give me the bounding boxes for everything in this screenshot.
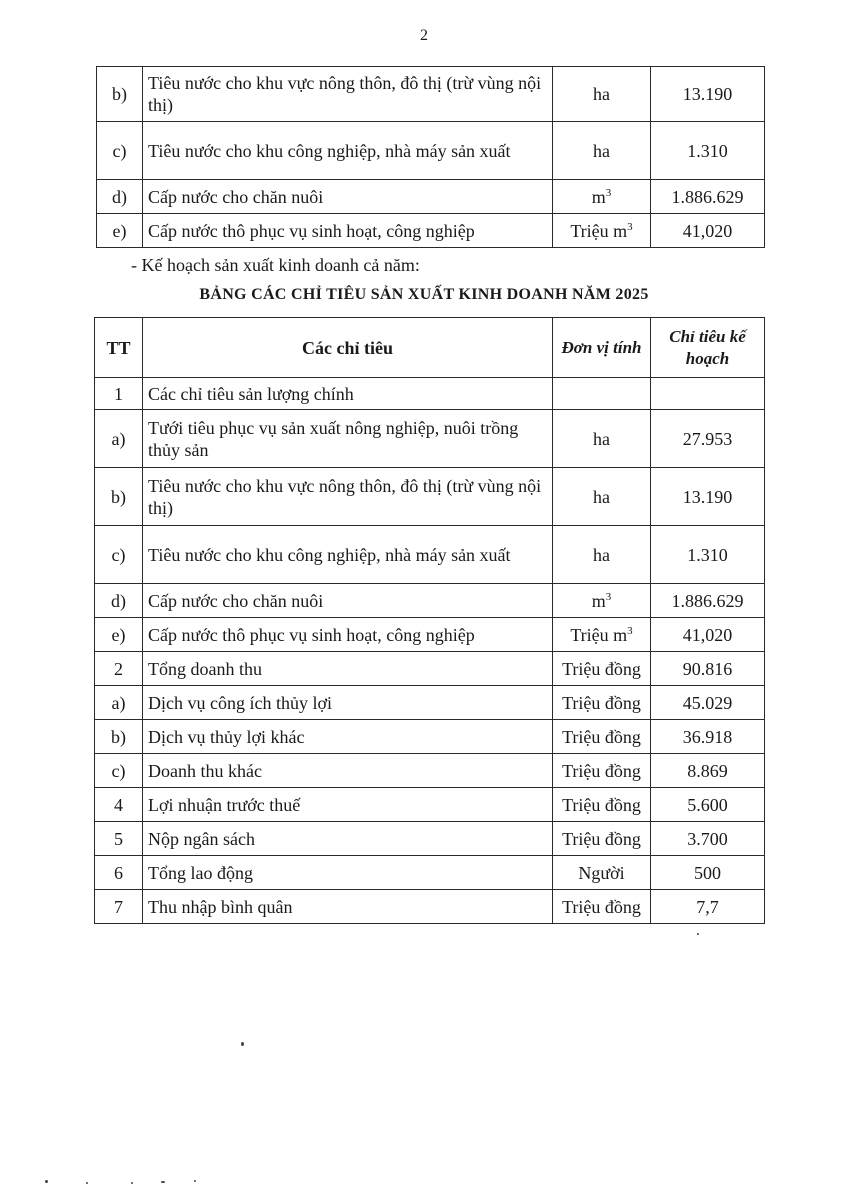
scan-speck [131,1182,133,1184]
row-unit: $m^3$ [553,584,651,618]
row-value: 36.918 [651,720,765,754]
unit-superscript: 3 [627,624,633,637]
row-indicator: Doanh thu khác [143,754,553,788]
row-unit: $m^3$ [553,180,651,214]
scan-speck [194,1180,196,1182]
row-unit: Triệu $m^3$ [553,214,651,248]
table-row [95,686,765,720]
row-value: 41,020 [651,618,765,652]
row-unit: Triệu đồng [553,686,651,720]
header-tt: TT [95,318,143,378]
row-value: 90.816 [651,652,765,686]
row-index: e) [97,214,143,248]
row-unit: Triệu đồng [553,822,651,856]
row-unit: Người [553,856,651,890]
table-row [95,468,765,526]
row-unit: ha [553,526,651,584]
header-plan-target: Chỉ tiêu kế hoạch [651,318,765,378]
table-row [95,890,765,924]
row-value: 13.190 [651,67,765,122]
row-value: 13.190 [651,468,765,526]
row-index: b) [97,67,143,122]
table-row [97,214,765,248]
row-unit: Triệu đồng [553,754,651,788]
row-value: 8.869 [651,754,765,788]
business-targets-table [94,317,765,924]
row-indicator: Tổng doanh thu [143,652,553,686]
row-indicator: Lợi nhuận trước thuế [143,788,553,822]
row-unit: Triệu đồng [553,652,651,686]
row-value: 45.029 [651,686,765,720]
row-value: 41,020 [651,214,765,248]
table-row [95,788,765,822]
row-index: 2 [95,652,143,686]
row-indicator: Thu nhập bình quân [143,890,553,924]
row-indicator: Cấp nước cho chăn nuôi [143,584,553,618]
scan-speck [86,1182,88,1184]
row-value: 1.886.629 [651,584,765,618]
row-indicator: Tiêu nước cho khu vực nông thôn, đô thị (trừ vùng nội thị) [143,468,553,526]
row-unit: Triệu $m^3$ [553,618,651,652]
table-row [95,754,765,788]
table-row [97,180,765,214]
row-index: 6 [95,856,143,890]
row-unit: ha [553,67,651,122]
row-index: b) [95,468,143,526]
row-index: c) [95,754,143,788]
row-index: c) [97,122,143,180]
row-index: b) [95,720,143,754]
row-indicator: Nộp ngân sách [143,822,553,856]
row-indicator: Các chỉ tiêu sản lượng chính [143,378,553,410]
row-index: a) [95,410,143,468]
row-value: 1.310 [651,122,765,180]
row-value: 500 [651,856,765,890]
row-index: e) [95,618,143,652]
row-value [651,378,765,410]
row-unit: Triệu đồng [553,890,651,924]
row-index: 4 [95,788,143,822]
row-indicator: Tưới tiêu phục vụ sản xuất nông nghiệp, nuôi trồng thủy sản [143,410,553,468]
plan-note: - Kế hoạch sản xuất kinh doanh cả năm: [131,255,420,275]
table-row [95,526,765,584]
row-value: 1.886.629 [651,180,765,214]
table-header-row [95,318,765,378]
row-indicator: Tiêu nước cho khu vực nông thôn, đô thị (trừ vùng nội thị) [143,67,553,122]
row-unit: Triệu đồng [553,720,651,754]
table-row [97,67,765,122]
row-index: d) [97,180,143,214]
row-indicator: Dịch vụ thủy lợi khác [143,720,553,754]
row-unit: ha [553,410,651,468]
row-indicator: Tổng lao động [143,856,553,890]
row-index: d) [95,584,143,618]
row-indicator: Cấp nước cho chăn nuôi [143,180,553,214]
unit-superscript: 3 [605,590,612,603]
table-row [95,652,765,686]
row-index: c) [95,526,143,584]
row-unit: Triệu đồng [553,788,651,822]
table-row [95,410,765,468]
unit-superscript: 3 [627,220,633,233]
table-row [97,122,765,180]
row-index: 5 [95,822,143,856]
header-indicators: Các chỉ tiêu [143,318,553,378]
row-unit: ha [553,122,651,180]
row-value: 7,7 [651,890,765,924]
row-value: 27.953 [651,410,765,468]
scan-speck [45,1180,48,1183]
scan-speck [241,1042,244,1046]
row-value: 5.600 [651,788,765,822]
page-number: 2 [420,27,428,44]
row-value: 3.700 [651,822,765,856]
row-index: 7 [95,890,143,924]
continuation-table [96,66,765,248]
table-row [95,618,765,652]
row-value: 1.310 [651,526,765,584]
scan-speck [697,933,699,935]
table-row [95,822,765,856]
table-row [95,720,765,754]
row-unit: ha [553,468,651,526]
table-row [95,584,765,618]
row-unit [553,378,651,410]
table-title: BẢNG CÁC CHỈ TIÊU SẢN XUẤT KINH DOANH NĂM 2025 [199,286,649,303]
table-row [95,378,765,410]
row-indicator: Tiêu nước cho khu công nghiệp, nhà máy sản xuất [143,122,553,180]
row-indicator: Cấp nước thô phục vụ sinh hoạt, công nghiệp [143,214,553,248]
header-unit: Đơn vị tính [553,318,651,378]
scan-speck [161,1181,165,1183]
row-indicator: Cấp nước thô phục vụ sinh hoạt, công nghiệp [143,618,553,652]
unit-superscript: 3 [605,186,612,199]
row-index: a) [95,686,143,720]
table-row [95,856,765,890]
row-index: 1 [95,378,143,410]
row-indicator: Dịch vụ công ích thủy lợi [143,686,553,720]
row-indicator: Tiêu nước cho khu công nghiệp, nhà máy sản xuất [143,526,553,584]
